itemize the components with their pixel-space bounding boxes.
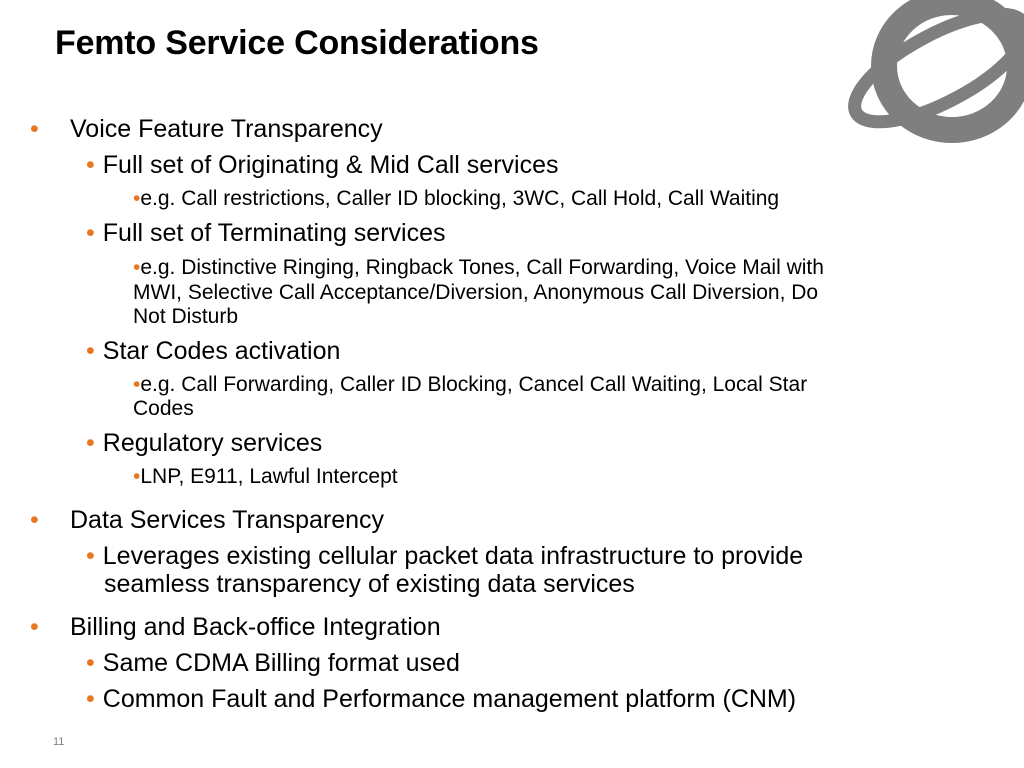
bullet-text: Regulatory services bbox=[102, 429, 323, 457]
bullet-data-infrastructure-line-2 bbox=[104, 570, 635, 599]
bullet-star-codes bbox=[86, 337, 340, 366]
bullet-marker: • bbox=[30, 506, 39, 534]
bullet-cdma-billing bbox=[86, 649, 460, 678]
bullet-marker: • bbox=[133, 256, 141, 279]
bullet-terminating-examples bbox=[133, 256, 824, 280]
bullet-terminating-examples-line-3 bbox=[133, 305, 238, 329]
bullet-marker: • bbox=[30, 115, 39, 143]
bullet-terminating-services bbox=[86, 219, 446, 248]
bullet-text: Codes bbox=[133, 397, 194, 420]
bullet-text: e.g. Call restrictions, Caller ID blocking, 3WC, Call Hold, Call Waiting bbox=[140, 187, 780, 210]
bullet-star-examples-line-2 bbox=[133, 397, 194, 421]
bullet-originating-services bbox=[86, 151, 558, 180]
bullet-marker: • bbox=[133, 373, 141, 396]
bullet-marker: • bbox=[30, 613, 39, 641]
bullet-marker: • bbox=[133, 187, 141, 210]
bullet-data-infrastructure bbox=[86, 542, 803, 571]
bullet-billing-integration bbox=[30, 613, 441, 642]
bullet-text: Full set of Originating & Mid Call services bbox=[102, 151, 559, 179]
bullet-data-services-transparency bbox=[30, 506, 385, 535]
bullet-marker: • bbox=[86, 685, 95, 713]
bullet-fault-performance-platform bbox=[86, 685, 796, 714]
bullet-text: e.g. Distinctive Ringing, Ringback Tones, Call Forwarding, Voice Mail with bbox=[140, 256, 824, 279]
bullet-marker: • bbox=[133, 465, 141, 488]
slide-title: Femto Service Considerations bbox=[55, 24, 539, 62]
bullet-terminating-examples-line-2 bbox=[133, 281, 818, 305]
bullet-text: seamless transparency of existing data services bbox=[104, 570, 635, 598]
bullet-text: Same CDMA Billing format used bbox=[102, 649, 460, 677]
bullet-text: Star Codes activation bbox=[102, 337, 341, 365]
bullet-text: Not Disturb bbox=[133, 305, 239, 328]
bullet-marker: • bbox=[86, 542, 95, 570]
bullet-text: LNP, E911, Lawful Intercept bbox=[140, 465, 398, 488]
bullet-marker: • bbox=[86, 429, 95, 457]
bullet-regulatory-services bbox=[86, 429, 322, 458]
bullet-text: Leverages existing cellular packet data infrastructure to provide bbox=[102, 542, 804, 570]
bullet-voice-feature-transparency bbox=[30, 115, 383, 144]
bullet-text: Data Services Transparency bbox=[70, 506, 385, 534]
bullet-text: e.g. Call Forwarding, Caller ID Blocking, Cancel Call Waiting, Local Star bbox=[140, 373, 808, 396]
bullet-star-examples bbox=[133, 373, 807, 397]
bullet-text: Voice Feature Transparency bbox=[70, 115, 383, 143]
bullet-marker: • bbox=[86, 649, 95, 677]
bullet-regulatory-examples bbox=[133, 465, 398, 489]
bullet-originating-examples bbox=[133, 187, 779, 211]
bullet-marker: • bbox=[86, 151, 95, 179]
bullet-marker: • bbox=[86, 337, 95, 365]
bullet-marker: • bbox=[86, 219, 95, 247]
bullet-text: MWI, Selective Call Acceptance/Diversion, Anonymous Call Diversion, Do bbox=[133, 281, 819, 304]
bullet-text: Common Fault and Performance management platform (CNM) bbox=[102, 685, 797, 713]
page-number: 11 bbox=[53, 736, 65, 748]
bullet-text: Billing and Back-office Integration bbox=[70, 613, 441, 641]
bullet-text: Full set of Terminating services bbox=[102, 219, 446, 247]
